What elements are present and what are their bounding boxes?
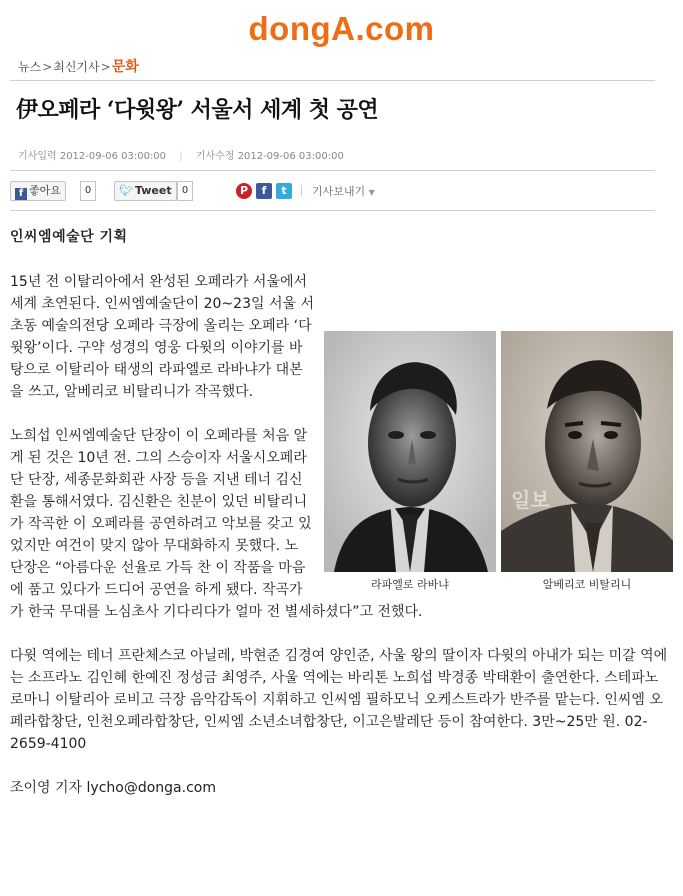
tweet-button[interactable]: [114, 181, 177, 201]
breadcrumb-separator: >: [42, 60, 53, 74]
send-article-label: 기사보내기: [312, 185, 366, 198]
article-body: [10, 226, 670, 821]
article-paragraph: 노희섭 인씨엠예술단 단장이 이 오페라를 처음 알게 된 것은 10년 전. 그의 스승이자 서울시오페라단 단장, 세종문화회관 사장 등을 지낸 테너 김신환을 통해서였다. 김신환은 친분이 있던 비탈리니가 작곡한 이 오페라를 공연하려고 악보를 갖고 있었지만 여건이 맞지 않아 무대화하지 못했다. 노 단장은 “아름다운 선율로 가득 찬 이 작품을 마음에 품고 있다가 드디어 공연을 하게 됐다. 작곡가가 한국 무대를 노심초사 기다리다가 얼마 전 별세하셨다”고 전했다.: [10, 428, 423, 620]
facebook-share-icon[interactable]: f: [256, 183, 272, 199]
portrait-image: [324, 331, 496, 572]
breadcrumb-separator: >: [100, 60, 111, 74]
chevron-down-icon: ▼: [368, 188, 375, 197]
share-divider: [301, 185, 302, 197]
facebook-icon: f: [15, 188, 27, 200]
article-byline: 조이영 기자 lycho@donga.com: [10, 780, 216, 796]
like-count: 0: [80, 181, 96, 201]
share-bar: [10, 180, 670, 204]
photo-caption: 알베리코 비탈리니: [542, 578, 632, 591]
modified-label: 기사수정: [195, 151, 235, 162]
article-title: 伊오페라 ‘다윗왕’ 서울서 세계 첫 공연: [16, 97, 379, 123]
pinterest-icon[interactable]: P: [236, 183, 252, 199]
share-divider-line: [10, 210, 655, 211]
article-paragraph: 15년 전 이탈리아에서 완성된 오페라가 서울에서 세계 초연된다. 인씨엠예술단이 20~23일 서울 서초동 예술의전당 오페라 극장에 올리는 오페라 ‘다윗왕’이다. 구약 성경의 영웅 다윗의 이야기를 바탕으로 이탈리아 태생의 라파엘로 라바냐가 대본을 쓰고, 알베리코 비탈리니가 작곡했다.: [10, 274, 314, 400]
twitter-share-icon[interactable]: t: [276, 183, 292, 199]
tweet-label: Tweet: [134, 184, 172, 197]
article-paragraph: 다윗 역에는 테너 프란체스코 아닐레, 박현준 김경여 양인준, 사울 왕의 딸이자 다윗의 아내가 되는 미갈 역에는 소프라노 김인혜 한예진 정성금 최영주, 사울 역에는 바리톤 노희섭 박경종 박태환이 출연한다. 스테파노 로마니 이탈리아 로비고 극장 음악감독이 지휘하고 인씨엠 필하모닉 오케스트라가 반주를 맡는다. 인씨엠 오페라합창단, 인천오페라합창단, 인씨엠 소년소녀합창단, 이고은발레단 등이 참여한다. 3만~25만 원. 02-2659-4100: [10, 648, 668, 752]
twitter-bird-icon: 🐦︎: [119, 184, 133, 197]
photo-watermark: 일보: [511, 488, 550, 512]
date-divider: |: [179, 151, 183, 162]
like-label: 좋아요: [29, 184, 61, 197]
portrait-image: [501, 331, 673, 572]
modified-date: 2012-09-06 03:00:00: [237, 151, 344, 162]
site-logo[interactable]: dongA.com: [248, 10, 435, 47]
article-dates: [18, 147, 344, 162]
published-date: 2012-09-06 03:00:00: [59, 151, 167, 162]
header-divider: [10, 80, 655, 81]
breadcrumb: [18, 56, 139, 76]
send-article-button[interactable]: [312, 183, 375, 199]
breadcrumb-latest[interactable]: 최신기사: [53, 60, 100, 74]
photo-caption: 라파엘로 라바냐: [371, 578, 449, 591]
photo-group: [324, 331, 681, 594]
tweet-count: 0: [177, 181, 193, 201]
photo-vitalini[interactable]: [501, 331, 673, 572]
photo-ragavna[interactable]: [324, 331, 496, 572]
dates-divider: [10, 170, 655, 171]
article-subtitle: 인씨엠예술단 기획: [10, 229, 128, 245]
breadcrumb-current-section[interactable]: 문화: [111, 59, 139, 75]
facebook-like-button[interactable]: [10, 181, 66, 201]
published-label: 기사입력: [18, 151, 57, 162]
photo-captions: [324, 572, 681, 594]
breadcrumb-news[interactable]: 뉴스: [18, 60, 42, 74]
